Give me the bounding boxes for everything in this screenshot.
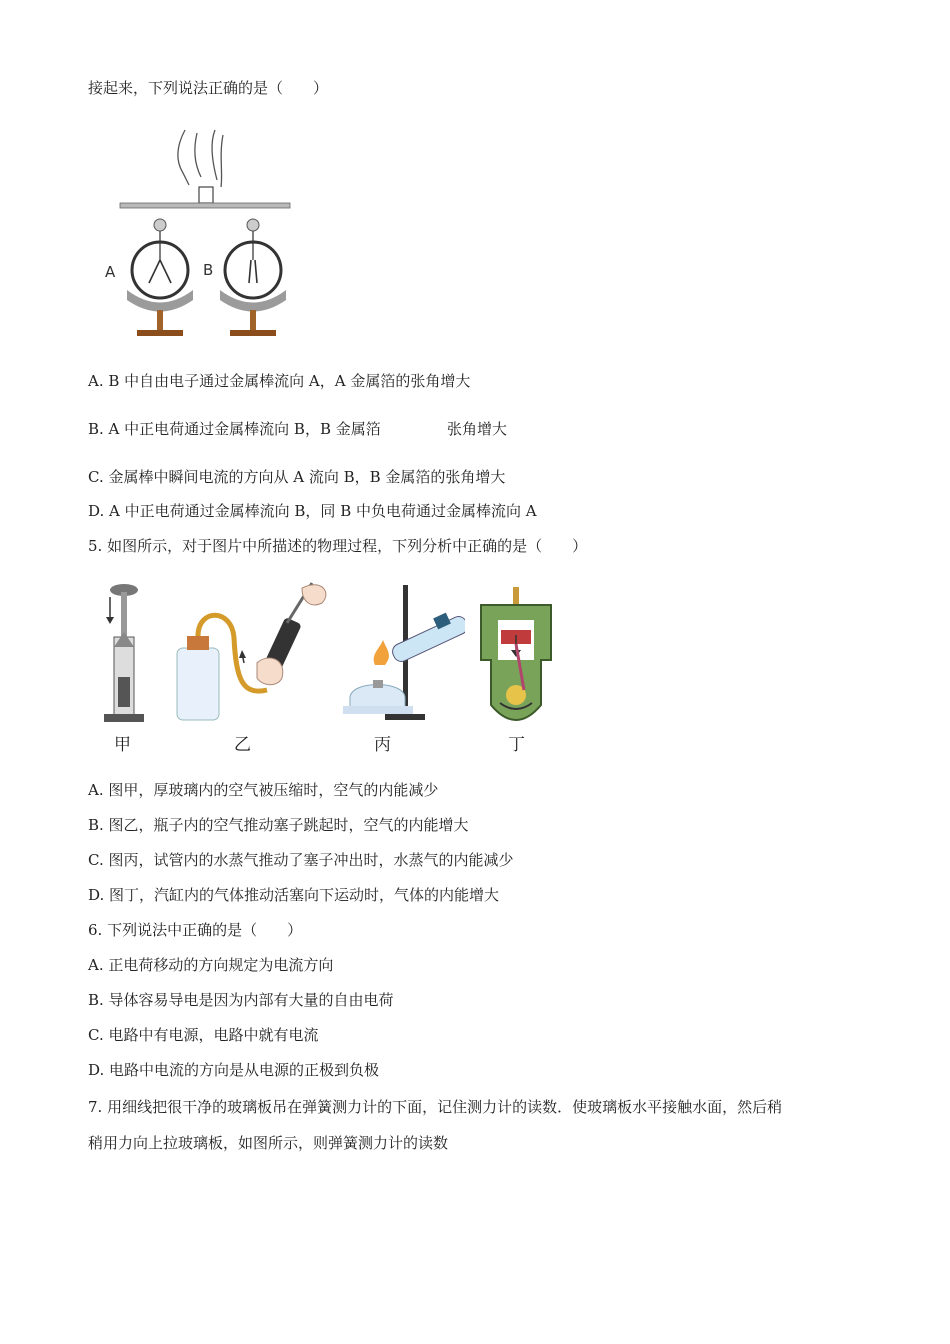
caption-jia: 甲	[114, 735, 131, 755]
q5-stem: 5. 如图所示，对于图片中所描述的物理过程，下列分析中正确的是（ ）	[88, 537, 588, 555]
q6-option-d: D. 电路中电流的方向是从电源的正极到负极	[88, 1061, 380, 1079]
q4-option-b-tail: 张角增大	[447, 420, 508, 438]
q6-stem: 6. 下列说法中正确的是（ ）	[88, 921, 303, 939]
label-b: B	[203, 261, 214, 279]
q4-option-c: C. 金属棒中瞬间电流的方向从 A 流向 B，B 金属箔的张角增大	[88, 468, 506, 486]
q7-stem-line2: 稍用力向上拉玻璃板，如图所示，则弹簧测力计的读数	[88, 1134, 449, 1152]
electroscope-figure	[105, 125, 295, 345]
q6-option-b: B. 导体容易导电是因为内部有大量的自由电荷	[88, 991, 394, 1009]
q5-option-a: A. 图甲，厚玻璃内的空气被压缩时，空气的内能减少	[88, 781, 439, 799]
q6-option-c: C. 电路中有电源，电路中就有电流	[88, 1026, 319, 1044]
q4-stem-tail: 接起来，下列说法正确的是（ ）	[88, 79, 329, 97]
q7-stem-line1: 7. 用细线把很干净的玻璃板吊在弹簧测力计的下面，记住测力计的读数．使玻璃板水平接触水面，然后稍	[88, 1098, 783, 1116]
q5-figure-ding	[476, 585, 556, 730]
q4-option-d: D. A 中正电荷通过金属棒流向 B，同 B 中负电荷通过金属棒流向 A	[88, 502, 537, 520]
q5-figure-bing	[335, 580, 465, 725]
q6-option-a: A. 正电荷移动的方向规定为电流方向	[88, 956, 334, 974]
q5-figure-jia	[100, 582, 148, 727]
caption-yi: 乙	[234, 735, 251, 755]
caption-bing: 丙	[374, 735, 391, 755]
q5-figure-yi	[172, 578, 332, 728]
q4-option-a: A. B 中自由电子通过金属棒流向 A，A 金属箔的张角增大	[88, 372, 471, 390]
label-a: A	[105, 263, 116, 281]
q5-option-b: B. 图乙，瓶子内的空气推动塞子跳起时，空气的内能增大	[88, 816, 469, 834]
q5-option-d: D. 图丁，汽缸内的气体推动活塞向下运动时，气体的内能增大	[88, 886, 500, 904]
caption-ding: 丁	[508, 735, 525, 755]
q5-option-c: C. 图丙，试管内的水蒸气推动了塞子冲出时，水蒸气的内能减少	[88, 851, 514, 869]
q4-option-b: B. A 中正电荷通过金属棒流向 B，B 金属箔	[88, 420, 381, 438]
